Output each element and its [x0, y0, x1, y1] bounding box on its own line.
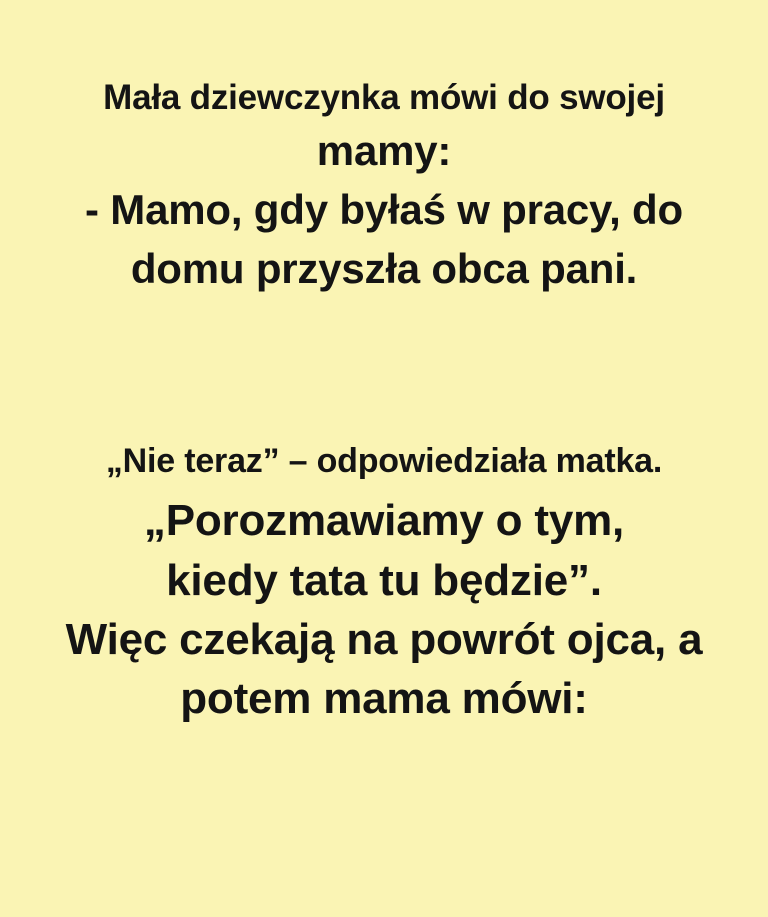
joke-line: mamy:	[316, 127, 452, 175]
joke-line: - Mamo, gdy byłaś w pracy, do	[85, 186, 683, 234]
joke-line: domu przyszła obca pani.	[130, 245, 638, 293]
joke-paragraph-second	[18, 442, 750, 723]
joke-line: Więc czekają na powrót ojca, a	[65, 614, 703, 664]
joke-line: „Porozmawiamy o tym,	[143, 496, 625, 546]
joke-paragraph-first	[18, 0, 750, 292]
joke-line: potem mama mówi:	[180, 674, 588, 724]
joke-line: „Nie teraz” – odpowiedziała matka.	[105, 442, 663, 481]
joke-line: kiedy tata tu będzie”.	[166, 555, 602, 605]
joke-line: Mała dziewczynka mówi do swojej	[103, 78, 665, 117]
